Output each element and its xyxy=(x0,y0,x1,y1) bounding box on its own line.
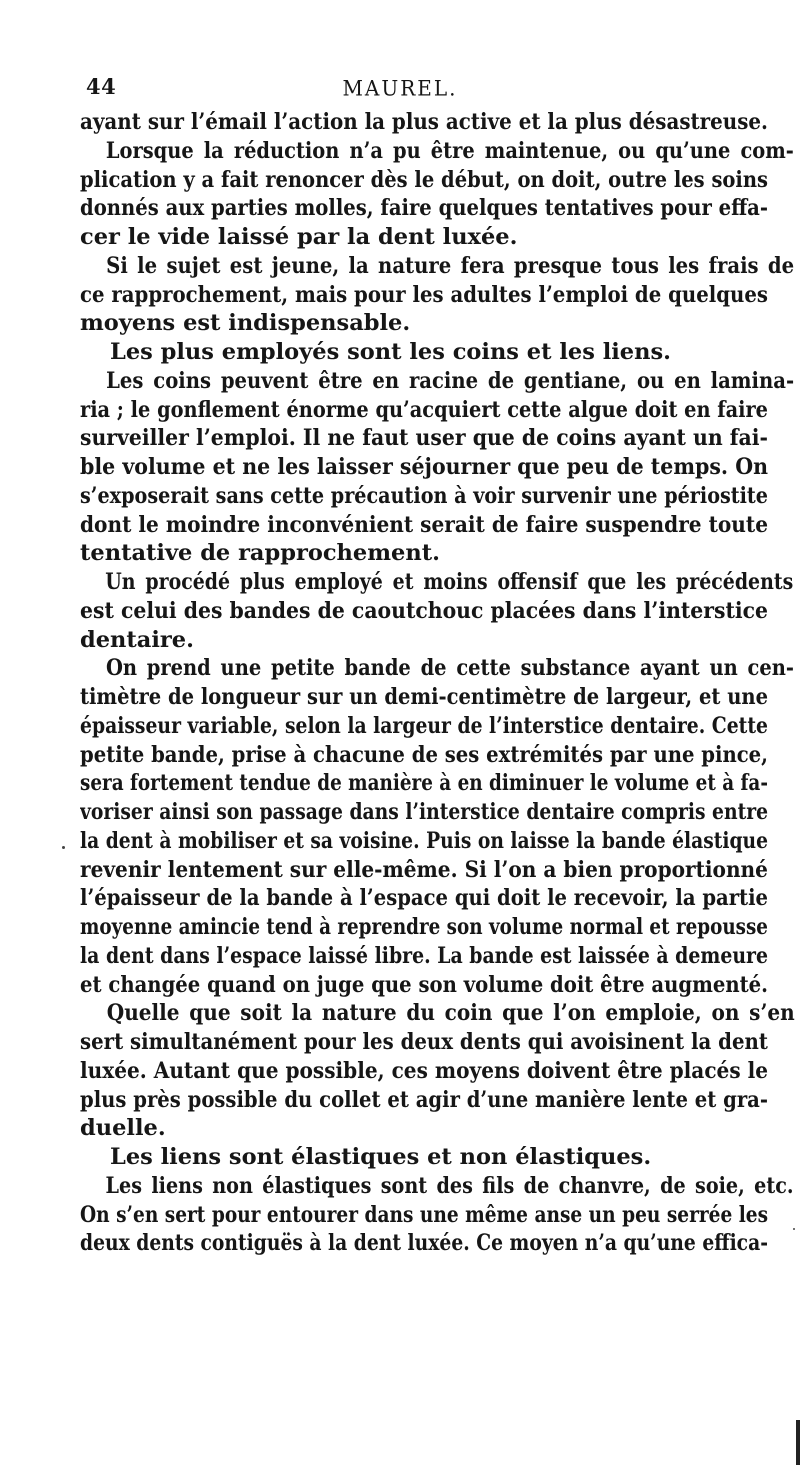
text-line: donnés aux parties molles, faire quelques tentatives pour effa- xyxy=(80,195,768,222)
text-line: dont le moindre inconvénient serait de faire suspendre toute xyxy=(80,511,768,538)
paper-speck xyxy=(62,846,65,849)
scan-edge-mark xyxy=(796,1420,800,1465)
text-line: Lorsque la réduction n’a pu être maintenue, ou qu’une com- xyxy=(105,137,794,164)
running-head: MAUREL. xyxy=(342,75,458,101)
text-line: timètre de longueur sur un demi-centimètre de largeur, et une xyxy=(80,684,769,710)
text-line: dentaire. xyxy=(80,626,194,653)
text-line: ria ; le gonflement énorme qu’acquiert cette algue doit en faire xyxy=(80,396,768,423)
text-line: tentative de rapprochement. xyxy=(80,540,440,567)
page-header xyxy=(0,74,800,102)
page-number: 44 xyxy=(86,74,117,99)
text-line: sert simultanément pour les deux dents qui avoisinent la dent xyxy=(80,1029,768,1055)
text-line: et changée quand on juge que son volume doit être augmenté. xyxy=(80,971,768,998)
text-line: sera fortement tendue de manière à en diminuer le volume et à fa- xyxy=(80,770,768,797)
text-line: Les liens non élastiques sont des fils de chanvre, de soie, etc. xyxy=(105,1172,794,1199)
text-line: On prend une petite bande de cette substance ayant un cen- xyxy=(105,655,794,682)
text-line: surveiller l’emploi. Il ne faut user que de coins ayant un fai- xyxy=(80,425,768,452)
text-line: ayant sur l’émail l’action la plus active et la plus désastreuse. xyxy=(80,109,768,135)
paper-speck xyxy=(793,1228,795,1230)
text-line: ble volume et ne les laisser séjourner que peu de temps. On xyxy=(80,454,769,480)
text-line: cer le vide laissé par la dent luxée. xyxy=(80,224,518,250)
text-line: est celui des bandes de caoutchouc placées dans l’interstice xyxy=(80,597,769,624)
text-line: moyenne amincie tend à reprendre son volume normal et repousse xyxy=(80,914,768,940)
text-line: la dent dans l’espace laissé libre. La bande est laissée à demeure xyxy=(80,942,768,969)
text-line: ce rapprochement, mais pour les adultes l’emploi de quelques xyxy=(80,281,768,308)
text-line: moyens est indispensable. xyxy=(80,310,411,337)
text-line: Les liens sont élastiques et non élastiques. xyxy=(110,1144,652,1170)
text-line: revenir lentement sur elle-même. Si l’on a bien proportionné xyxy=(80,856,768,883)
text-line: Les plus employés sont les coins et les liens. xyxy=(110,339,671,365)
text-line: l’épaisseur de la bande à l’espace qui doit le recevoir, la partie xyxy=(80,885,768,912)
text-line: petite bande, prise à chacune de ses extrémités par une pince, xyxy=(80,741,768,768)
text-line: Les coins peuvent être en racine de gentiane, ou en lamina- xyxy=(106,367,795,394)
text-line: deux dents contiguës à la dent luxée. Ce moyen n’a qu’une effica- xyxy=(80,1230,768,1257)
text-line: plus près possible du collet et agir d’une manière lente et gra- xyxy=(80,1086,768,1113)
text-line: duelle. xyxy=(80,1115,166,1142)
text-line: s’exposerait sans cette précaution à voir survenir une périostite xyxy=(80,482,768,509)
text-line: luxée. Autant que possible, ces moyens doivent être placés le xyxy=(80,1057,769,1084)
text-line: Quelle que soit la nature du coin que l’on emploie, on s’en xyxy=(106,1000,795,1027)
text-line: épaisseur variable, selon la largeur de l’interstice dentaire. Cette xyxy=(80,712,768,739)
text-line: On s’en sert pour entourer dans une même anse un peu serrée les xyxy=(80,1201,769,1228)
text-line: Si le sujet est jeune, la nature fera presque tous les frais de xyxy=(106,252,795,279)
text-line: Un procédé plus employé et moins offensif que les précédents xyxy=(105,569,794,595)
text-line: la dent à mobiliser et sa voisine. Puis on laisse la bande élastique xyxy=(80,827,769,854)
body-text xyxy=(80,108,795,1258)
text-line: voriser ainsi son passage dans l’interstice dentaire compris entre xyxy=(80,799,769,825)
text-line: plication y a fait renoncer dès le début, on doit, outre les soins xyxy=(80,166,769,193)
